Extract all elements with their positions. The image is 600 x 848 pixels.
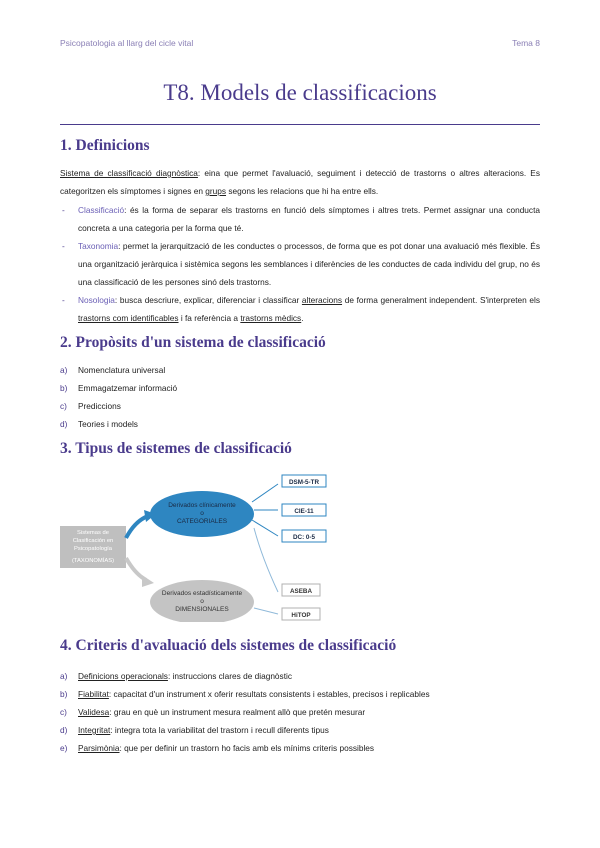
arrow-to-categorial bbox=[126, 516, 148, 538]
criteria-term: Definicions operacionals bbox=[78, 671, 168, 681]
nosologia-trastorns-medics: trastorns mèdics bbox=[240, 313, 302, 323]
criteria-list bbox=[60, 667, 430, 757]
header-topic: Tema 8 bbox=[512, 38, 540, 48]
list-marker: c) bbox=[60, 707, 67, 717]
criteria-term: Validesa bbox=[78, 707, 110, 717]
list-text: Teories i models bbox=[78, 419, 138, 429]
list-item bbox=[60, 237, 540, 291]
list-marker: a) bbox=[60, 671, 68, 681]
classification-diagram bbox=[60, 466, 360, 622]
nosologia-text-a: : busca descriure, explicar, diferenciar i classificar bbox=[114, 295, 302, 305]
section-1-intro bbox=[60, 164, 540, 200]
taxonomies-line-1: Sistemas de bbox=[77, 530, 109, 536]
nosologia-alteracions: alteracions bbox=[301, 295, 343, 305]
list-marker: b) bbox=[60, 383, 68, 393]
list-text: Emmagatzemar informació bbox=[78, 383, 178, 393]
aseba-label: ASEBA bbox=[289, 588, 313, 595]
dimensional-line-1: Derivados estadísticamente bbox=[161, 590, 243, 597]
list-marker: a) bbox=[60, 365, 68, 375]
list-item bbox=[60, 379, 177, 397]
cie-label: CIE-11 bbox=[294, 508, 314, 515]
criteria-text: : instruccions clares de diagnòstic bbox=[167, 671, 292, 681]
list-marker: c) bbox=[60, 401, 67, 411]
title-divider bbox=[60, 124, 540, 125]
section-3-heading: 3. Tipus de sistemes de classificació bbox=[60, 440, 292, 457]
dimensional-line-3: DIMENSIONALES bbox=[175, 606, 229, 613]
list-item bbox=[60, 291, 540, 327]
arrow-hitop bbox=[254, 608, 278, 614]
criteria-term: Fiabilitat bbox=[78, 689, 109, 699]
page-title: T8. Models de classificacions bbox=[163, 80, 437, 105]
list-marker: d) bbox=[60, 725, 68, 735]
categorial-line-1: Derivados clínicamente bbox=[168, 502, 236, 509]
list-marker: d) bbox=[60, 419, 68, 429]
intro-term: Sistema de classificació diagnòstica bbox=[60, 168, 198, 178]
nosologia-text-b: de forma generalment independent. S'interpreten els bbox=[342, 295, 541, 305]
term-classificacio: Classificació bbox=[78, 205, 125, 215]
criteria-text: : que per definir un trastorn ho facis amb els mínims criteris possibles bbox=[119, 743, 375, 753]
criteria-text: : capacitat d'un instrument x oferir resultats consistents i estables, precisos i replicables bbox=[108, 689, 430, 699]
list-item bbox=[60, 397, 177, 415]
taxonomia-text: : permet la jerarquització de les conductes o processos, de forma que es pot donar una avaluació més flexible. És una organització jeràrquica i sistèmica segons les semblances i diferències de les conductes de cada individu del grup, no és una classificació de les persones sinó dels trastorns. bbox=[78, 241, 540, 287]
criteria-text: : integra tota la variabilitat del trastorn i recull diferents tipus bbox=[110, 725, 329, 735]
arrow-head-dimensional bbox=[142, 575, 154, 587]
list-text: Nomenclatura universal bbox=[78, 365, 166, 375]
purposes-list bbox=[60, 361, 177, 433]
definitions-list bbox=[60, 201, 540, 327]
section-1-heading: 1. Definicions bbox=[60, 137, 150, 154]
dimensional-line-2: o bbox=[200, 598, 204, 605]
list-marker: b) bbox=[60, 689, 68, 699]
taxonomies-line-2: Clasificación en bbox=[72, 538, 114, 544]
criteria-term: Parsimònia bbox=[78, 743, 120, 753]
taxonomies-line-4: (TAXONOMÍAS) bbox=[71, 558, 115, 564]
list-item bbox=[60, 361, 177, 379]
nosologia-text-d: . bbox=[301, 313, 304, 323]
categorial-line-3: CATEGORIALES bbox=[176, 518, 228, 525]
list-marker: e) bbox=[60, 743, 68, 753]
list-text: Prediccions bbox=[78, 401, 121, 411]
arrow-aseba bbox=[254, 528, 278, 592]
intro-text-a: : eina que permet l'avaluació, seguiment i detecció de trastorns o altres alteracions. Es categoritzen els símptomes i signes en bbox=[60, 168, 540, 196]
arrow-dsm bbox=[252, 484, 278, 502]
list-item bbox=[60, 739, 430, 757]
categorial-line-2: o bbox=[200, 510, 204, 517]
classificacio-text: : és la forma de separar els trastorns en funció dels símptomes i altres trets. Permet assignar una conducta concreta a una categoria per la forma que té. bbox=[78, 205, 540, 233]
dc-label: DC: 0-5 bbox=[292, 534, 316, 541]
term-nosologia: Nosologia bbox=[78, 295, 115, 305]
intro-text-b: segons les relacions que hi ha entre ells. bbox=[226, 186, 379, 196]
list-item bbox=[60, 703, 430, 721]
list-item bbox=[60, 721, 430, 739]
dsm-label: DSM-5-TR bbox=[288, 479, 320, 486]
nosologia-text-c: i fa referència a bbox=[178, 313, 241, 323]
nosologia-trastorns: trastorns com identificables bbox=[78, 313, 179, 323]
list-item bbox=[60, 415, 177, 433]
intro-grups: grups bbox=[205, 186, 227, 196]
header-course: Psicopatologia al llarg del cicle vital bbox=[60, 38, 194, 48]
term-taxonomia: Taxonomia bbox=[78, 241, 119, 251]
page-header bbox=[60, 38, 540, 48]
section-2-heading: 2. Propòsits d'un sistema de classificació bbox=[60, 334, 326, 351]
hitop-label: HiTOP bbox=[291, 612, 311, 619]
list-item bbox=[60, 201, 540, 237]
taxonomies-line-3: Psicopatología bbox=[73, 546, 113, 552]
list-item bbox=[60, 685, 430, 703]
criteria-term: Integritat bbox=[78, 725, 111, 735]
criteria-text: : grau en què un instrument mesura realment allò que pretén mesurar bbox=[109, 707, 366, 717]
section-4-heading: 4. Criteris d'avaluació dels sistemes de classificació bbox=[60, 637, 397, 654]
list-item bbox=[60, 667, 430, 685]
